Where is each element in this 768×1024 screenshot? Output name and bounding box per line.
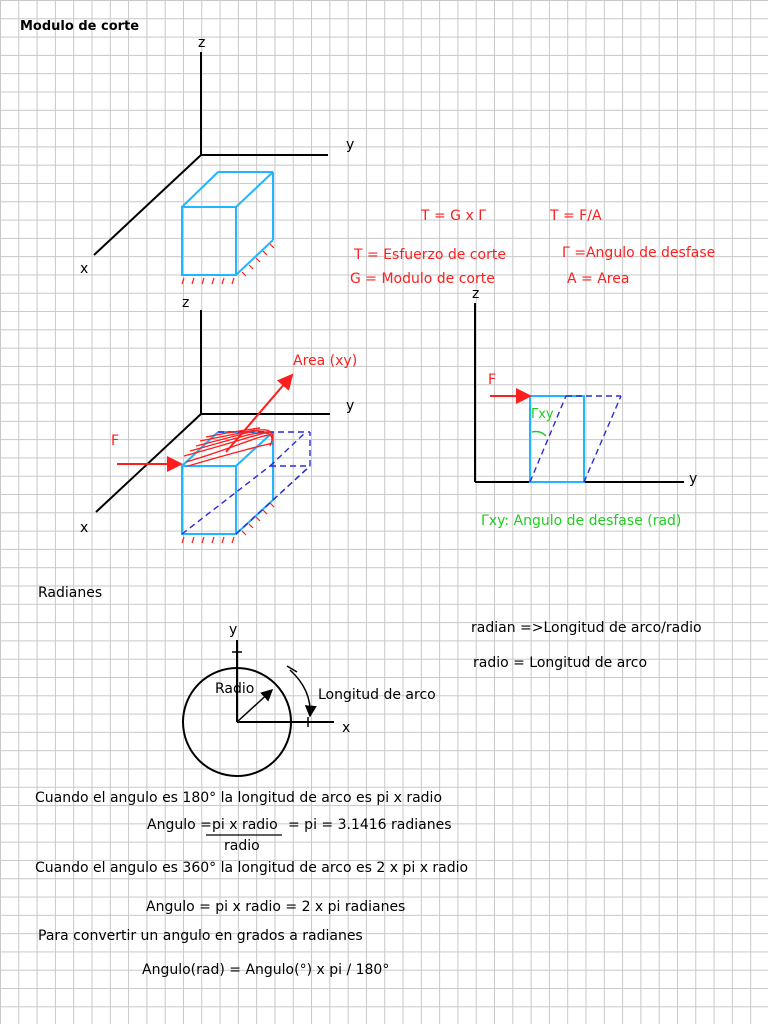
diagram3-force-label: F	[488, 372, 497, 388]
area-label: Area (xy)	[293, 353, 358, 369]
circle-y-label: y	[229, 622, 238, 638]
diagram1-axes	[94, 52, 328, 255]
conversion-formula: Angulo(rad) = Angulo(°) x pi / 180°	[142, 962, 390, 978]
circle-x-label: x	[342, 720, 351, 736]
diagram2-y-label: y	[346, 398, 355, 414]
equation1-rhs: = pi = 3.1416 radianes	[288, 817, 452, 833]
explanation-360: Cuando el angulo es 360° la longitud de arco es 2 x pi x radio	[35, 860, 469, 876]
radius-label: Radio	[215, 681, 255, 697]
equation1-lhs: Angulo =	[147, 817, 212, 833]
diagram2-cube	[182, 432, 273, 534]
section-heading-radianes: Radianes	[38, 585, 103, 601]
radian-circle-diagram	[183, 640, 334, 776]
diagram1-cube	[182, 172, 273, 275]
diagram1-fixed-base	[182, 244, 274, 284]
definition-G: G = Modulo de corte	[350, 271, 495, 287]
diagram2-shaded-area	[184, 428, 273, 466]
conversion-heading: Para convertir un angulo en grados a radianes	[38, 928, 363, 944]
diagram1-y-label: y	[346, 137, 355, 153]
equation1-numerator: pi x radio	[212, 817, 278, 833]
page-title: Modulo de corte	[20, 19, 140, 34]
definition-gamma: Γ =Angulo de desfase	[562, 245, 716, 261]
radian-definition: radian =>Longitud de arco/radio	[471, 620, 702, 636]
equation1-denominator: radio	[224, 838, 260, 854]
formula-stress: T = F/A	[550, 208, 602, 224]
diagram2-z-label: z	[182, 295, 190, 311]
diagram3-y-label: y	[689, 471, 698, 487]
force-label: F	[111, 433, 120, 449]
equation2: Angulo = pi x radio = 2 x pi radianes	[146, 899, 406, 915]
explanation-180: Cuando el angulo es 180° la longitud de arco es pi x radio	[35, 790, 443, 806]
diagram2-axes	[96, 310, 330, 512]
diagram3-z-label: z	[472, 286, 480, 302]
shear-angle-arc	[532, 432, 546, 437]
diagram2-x-label: x	[80, 520, 89, 536]
shear-angle-caption: Γxy: Angulo de desfase (rad)	[481, 513, 682, 529]
shear-angle-label: Γxy	[531, 407, 554, 422]
diagram2-fixed-base	[182, 503, 274, 543]
diagram3-axes	[475, 303, 684, 482]
radius-definition: radio = Longitud de arco	[473, 655, 648, 671]
definition-A: A = Area	[567, 271, 630, 287]
diagram1-z-label: z	[198, 35, 206, 51]
definition-T: T = Esfuerzo de corte	[354, 247, 506, 263]
diagram1-x-label: x	[80, 261, 89, 277]
formula-shear-modulus: T = G x Γ	[421, 208, 487, 224]
arc-length-label: Longitud de arco	[318, 687, 436, 703]
